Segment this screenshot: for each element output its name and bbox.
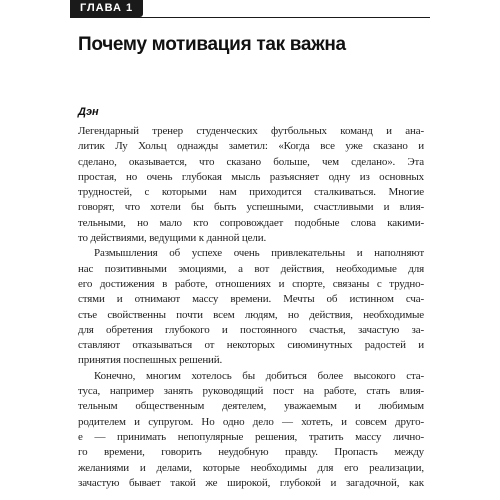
text-line: принятия поспешных решений. bbox=[78, 354, 223, 367]
text-line: Конечно, многим хотелось бы добиться более высокого ста- bbox=[94, 369, 424, 382]
text-line: трудностей, с которыми нам приходится сталкиваться. Многие bbox=[78, 186, 424, 199]
chapter-label: ГЛАВА 1 bbox=[70, 0, 143, 17]
text-line: тельным общественным деятелем, уважаемым и любимым bbox=[78, 400, 424, 413]
section-author: Дэн bbox=[78, 106, 99, 118]
text-line: е — принимать непопулярные решения, тратить массу лично- bbox=[78, 430, 424, 443]
text-line: стье свойственны почти всем людям, но действия, необходимые bbox=[78, 308, 424, 321]
text-line: стями и отнимают массу времени. Мечты об истинном сча- bbox=[78, 293, 424, 306]
text-line: Размышления об успехе очень привлекательны и наполняют bbox=[94, 247, 424, 260]
text-line: сделано, оказывается, что сказано больше, чем сделано». Эта bbox=[78, 155, 424, 168]
text-line: родителем и супругом. Но одно дело — хотеть, и совсем друго- bbox=[78, 415, 424, 428]
text-line: зачастую бывает такой же широкой, глубокой и загадочной, как bbox=[78, 476, 424, 489]
text-line: желаниями и делами, которые необходимы для его реализации, bbox=[78, 461, 424, 474]
text-line: простая, но очень глубокая мысль разъясняет одну из основных bbox=[78, 170, 424, 183]
text-line: тельными, но мало кто сопровождает подобные слова какими- bbox=[78, 216, 424, 229]
text-line: ставляют отказываться от некоторых сиюминутных радостей и bbox=[78, 339, 424, 352]
text-line: го времени, говорить неудобную правду. Пропасть между bbox=[78, 446, 424, 459]
text-line: Легендарный тренер студенческих футбольных команд и ана- bbox=[78, 125, 424, 137]
body-text bbox=[78, 124, 424, 491]
chapter-rule bbox=[70, 17, 430, 18]
text-line: то действиями, ведущими к данной цели. bbox=[78, 232, 267, 245]
text-line: литик Лу Хольц однажды заметил: «Когда все уже сказано и bbox=[78, 140, 424, 153]
text-line: его достижения в работе, отношениях и спорте, связаны с трудно- bbox=[78, 277, 424, 290]
text-line: для обретения глубокого и постоянного счастья, зачастую за- bbox=[78, 323, 424, 336]
text-line: нас позитивными эмоциями, а вот действия, необходимые для bbox=[78, 262, 424, 275]
text-line: туса, например занять руководящий пост на работе, стать влия- bbox=[78, 385, 424, 398]
chapter-title: Почему мотивация так важна bbox=[78, 34, 346, 55]
text-line: говорят, что хотели бы быть успешными, счастливыми и влия- bbox=[78, 201, 424, 214]
